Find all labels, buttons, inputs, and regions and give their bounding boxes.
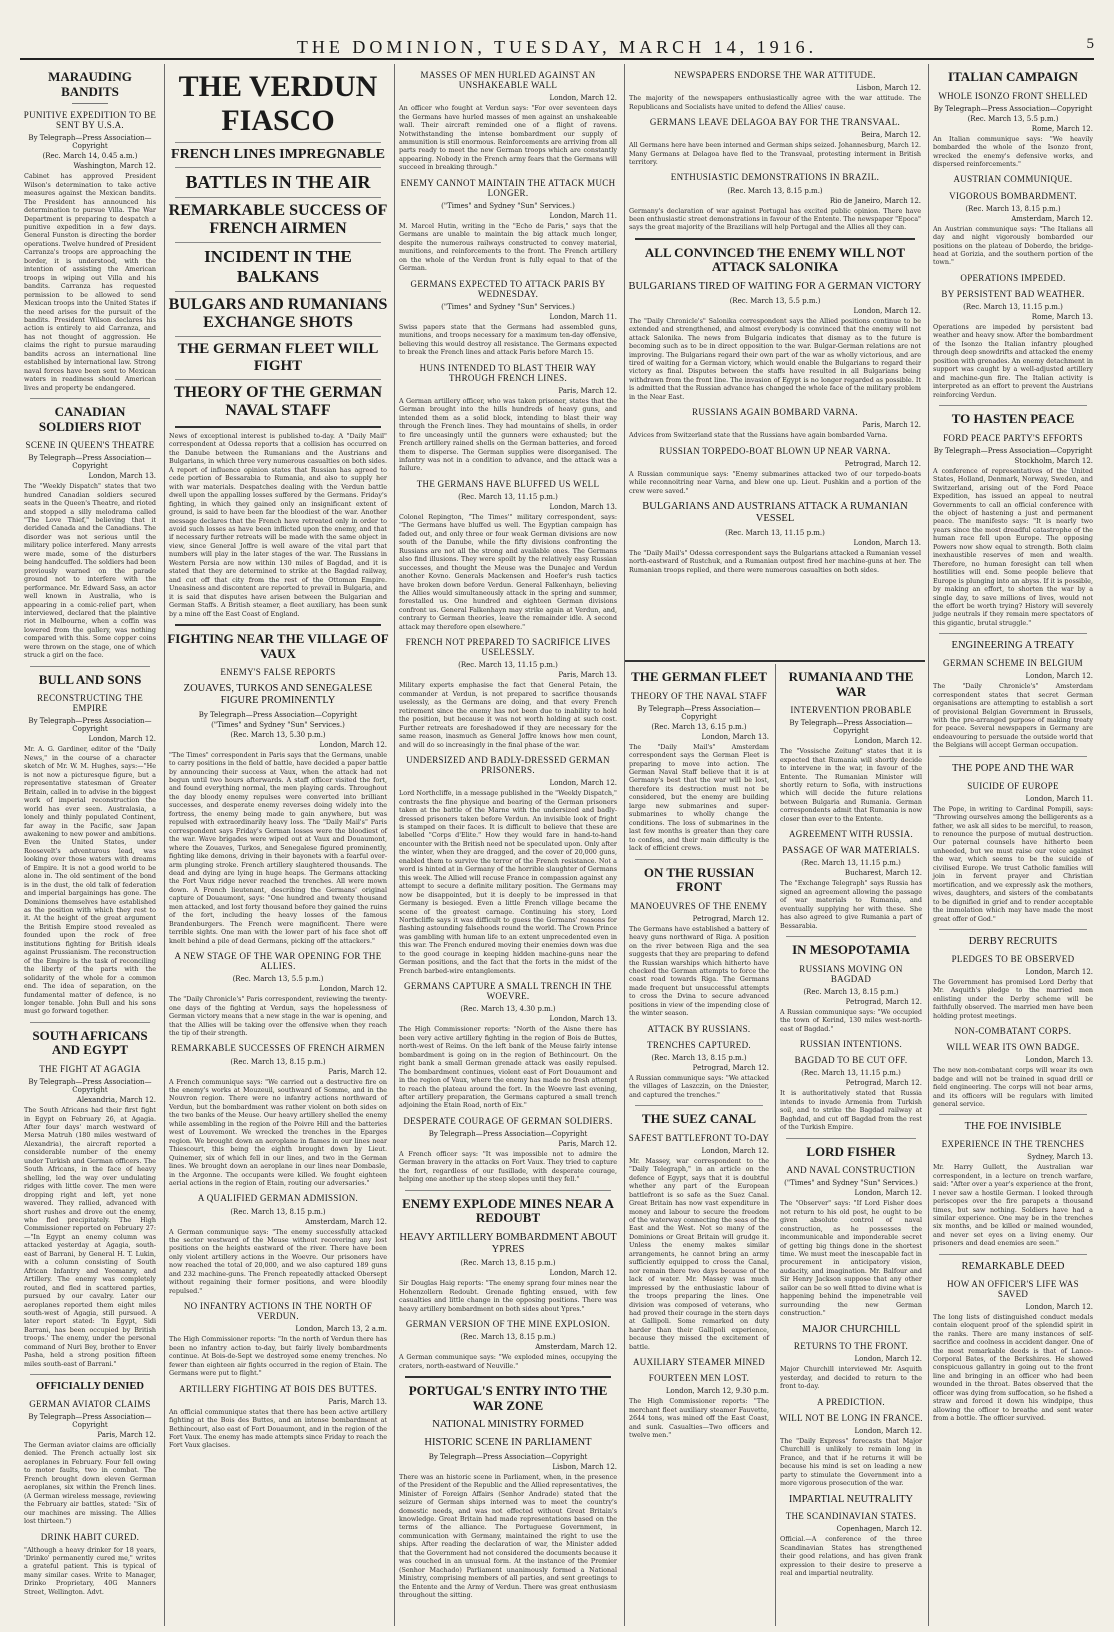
article-text: Mr. A. G. Gardiner, editor of the "Daily News," in the course of a character sketch of Mr. W. M. Hughes, says:—"He is not now a picturesque figure, but a representative statesman of Greater Britain, called in to advise in the biggest work of imperial reconstruction the world has ever seen. Australasia, a lonely and thinly populated Continent, far away in the Pacific, saw Japan awakening to new power and ambitions. Even the United States, under Roosevelt's adventurous lead, was looking over those waters with dreams of Empire. It is not a good world to be alone in. The old sentiment of the bond is in the dust, the old talk of federation and imperial bargainings has gone. The Dominions themselves have established as the position with which they rest to it. At the height of the great argument the British Empire stood revealed as founded upon the rock of free institutions fighting for British ideals against Prussianism. The reconstruction of the Empire is the task of reconciling the liberty of the parts with the solidarity of the whole for a common end. The idea of separation, on the fundamental matter of defence, is no longer tenable. John Bull and his sons must go forward together.: [24, 745, 156, 1016]
received-date: (Rec. March 13, 11.15 p.m.): [963, 303, 1063, 312]
dateline: London, March 13.: [853, 538, 921, 547]
subhead-remarkable: REMARKABLE SUCCESSES OF FRENCH AIRMEN: [171, 1043, 385, 1054]
subhead-artillery: ARTILLERY FIGHTING AT BOIS DES BUTTES.: [179, 1383, 377, 1394]
dateline: London, March 12.: [549, 779, 617, 788]
article-text: A German communique says: "The enemy successfully attacked the sector westward of the Meuse without recovering any lost positions on the heights eastward of the river. There have been only violent artillery actions in the Woevre. Our prisoners have now reached the total of 20,000, and we also captured 189 guns and 232 machine-guns. The French repeatedly attacked Obersept without regaining their former positions, and were bloodily repulsed.": [169, 1227, 387, 1295]
dateline: Paris, March 12.: [97, 1430, 156, 1439]
dateline: London, March 13.: [88, 472, 156, 481]
headline-treaty: ENGINEERING A TREATY: [951, 640, 1075, 652]
article-text: The High Commissioner reports: "The merchant fleet auxiliary steamer Fauvette, 2644 tons, was mined off the East Coast, and sunk. Casualties—Two officers and twelve men.": [629, 1397, 769, 1440]
headline-denied: OFFICIALLY DENIED: [35, 1381, 145, 1393]
headline-neutrality: IMPARTIAL NEUTRALITY: [788, 1493, 914, 1505]
article-text: Lord Northcliffe, in a message published in the "Weekly Dispatch," contrasts the fine physique and bearing of the German prisoners taken at the battle of the Marne with the undersized and badly-dressed prisoners taken before Verdun. An invisible look of fright is stamped on their faces. It is difficult to believe that these are labelled "Corps d'Elite." How they would fare in hand-to-hand encounter with the British need not be speculated upon. Only after the winter, when they are dragged, and the cover of 20,000 guns, enabled them to survive the terror of the French resistance. Not a word is hinted at in Germany of the horrible slaughter of Germans this week. The Allied will recuse France in compassion against any attempt to secure a definite military position. The Germans may now be disappointed, but it is deeply to be impressed in that Germany is besieged. Even a little French village became the scene of the greatest carnage. Continuing his story, Lord Northcliffe says it was difficult to guess the Germans' reasons for flashing astounding falsehoods round the world. The Crown Prince was gambling with human life to an extent unprecedented even in this war. The French endured moving their enemies down was due to the good courage in keeping hidden machine-guns near the German positions, and the fact that the forts in the midst of the French barbed-wire entanglements.: [399, 789, 617, 975]
byline: By Telegraph—Press Association—Copyright: [933, 104, 1093, 113]
subhead-stage: A NEW STAGE OF THE WAR OPENING FOR THE ALLIES.: [174, 951, 382, 972]
subhead-pledges: PLEDGES TO BE OBSERVED: [951, 953, 1075, 964]
headline-deed: REMARKABLE DEED: [961, 1260, 1065, 1272]
dateline: Rome, March 12.: [1031, 124, 1093, 133]
dateline: Petrograd, March 12.: [692, 1063, 769, 1072]
article-text: The long lists of distinguished conduct medals contain eloquent proof of the splendid spirit in the ranks. There are many instances of self-sacrifice and coolness in accident danger. One of the most remarkable deeds is that of Lance-Corporal Bates, of the Berkshires. He showed conspicuous gallantry in going out to the front line and bringing in an officer who had been wounded in the throat. Bates observed that the officer was dying from suffocation, so he fished a straw and forced it down his windpipe, thus allowing the officer to breathe and sent water from a bottle. The officer survived.: [933, 1312, 1093, 1423]
dateline: London, March 13, 2 a.m.: [295, 1325, 387, 1334]
subhead-not-long: WILL NOT BE LONG IN FRANCE.: [779, 1412, 923, 1423]
headline-pope: THE POPE AND THE WAR: [951, 762, 1075, 774]
subhead-masses: MASSES OF MEN HURLED AGAINST AN UNSHAKEABLE WALL: [420, 70, 596, 91]
dateline: Copenhagen, March 12.: [836, 1525, 922, 1534]
dateline: Petrograd, March 12.: [845, 997, 922, 1006]
byline: By Telegraph—Press Association—Copyright: [789, 719, 913, 736]
byline: By Telegraph—Press Association—Copyright: [198, 710, 358, 719]
article-text: The majority of the newspapers enthusiastically agree with the war attitude. The Republicans and Socialists have united to defend the Allies' cause.: [629, 94, 921, 111]
subhead-bluffed: THE GERMANS HAVE BLUFFED US WELL: [416, 478, 600, 489]
article-text: All Germans here have been interned and German ships seized. Johannesburg, March 12. Many Germans at Delagoa have fled to the Transvaal, protesting interment in British territory.: [629, 141, 921, 166]
subhead-rumanian-vessel: BULGARIANS AND AUSTRIANS ATTACK A RUMANIAN VESSEL: [642, 501, 908, 524]
received-date: (Rec. March 13, 11.15 p.m.): [458, 661, 558, 670]
banner-balkans: INCIDENT IN THE BALKANS: [204, 247, 352, 286]
subhead-trench: GERMANS CAPTURE A SMALL TRENCH IN THE WOEVRE.: [404, 981, 612, 1002]
dateline: Paris, March 12.: [558, 386, 617, 395]
subhead-desperate: DESPERATE COURAGE OF GERMAN SOLDIERS.: [403, 1115, 613, 1126]
subhead-naval: AND NAVAL CONSTRUCTION: [786, 1165, 916, 1176]
column-3: [394, 64, 621, 1626]
article-text: A German communique says: "We exploded mines, occupying the craters, north-eastward of Neuville.": [399, 1353, 617, 1370]
subhead-auxiliary: AUXILIARY STEAMER MINED: [632, 1357, 766, 1368]
article-text: Germany's declaration of war against Portugal has excited public opinion. There have been enthusiastic street demonstrations in favour of the Entente. The newspaper "Epoca" says the great majority of the Brazilians will help Portugal and the Allies all they can.: [629, 206, 921, 232]
dateline: Bucharest, March 12.: [844, 869, 922, 878]
dateline: London, March 12.: [854, 1189, 922, 1198]
dateline: London, March 12.: [549, 1269, 617, 1278]
headline-portugal: PORTUGAL'S ENTRY INTO THE WAR ZONE: [408, 1383, 608, 1413]
dateline: Amsterdam, March 12.: [535, 1343, 617, 1352]
headline-italian: ITALIAN CAMPAIGN: [948, 69, 1078, 84]
column-2: [164, 64, 391, 1626]
dateline: Lisbon, March 12.: [552, 1462, 617, 1471]
dateline: Beira, March 12.: [861, 131, 921, 140]
subhead-undersized: UNDERSIZED AND BADLY-DRESSED GERMAN PRISONERS.: [406, 755, 610, 776]
dateline: Washington, March 12.: [73, 162, 156, 171]
masthead: [20, 36, 1094, 60]
subhead-varna: RUSSIANS AGAIN BOMBARD VARNA.: [692, 407, 858, 418]
dateline: London, March 12.: [854, 1426, 922, 1435]
received-date: (Rec. March 13, 11.15 p.m.): [801, 859, 901, 868]
received-date: (Rec. March 13, 11.15 p.m.): [725, 528, 825, 537]
dateline: Stockholm, March 12.: [1014, 456, 1093, 465]
headline-mesopotamia: IN MESOPOTAMIA: [792, 942, 910, 958]
subhead-agreement: AGREEMENT WITH RUSSIA.: [788, 829, 914, 840]
article-text: The "Daily Chronicle's" Paris correspondent, reviewing the twenty-one days of the fighting at Verdun, says the hopelessness of German victory means that a new stage in the war is opening, and that the Allies will be taking over the offensive when they reach the tip of their strength.: [169, 995, 387, 1038]
article-text: Official.—A conference of the three Scandinavian States has strengthened their good relations, and has given frank expression to their desire to preserve a real and impartial neutrality.: [780, 1535, 922, 1578]
article-text: The High Commissioner reports: "North of the Aisne there has been very active artillery fighting in the region of Bois de Buttes, north-west of Reims. On the left bank of the Meuse fairly intense bombardment is going on in the region of Bethincourt. On the right bank a small German grenade attack was easily repulsed. The bombardment continues, violent east of Fort Douaumont and in the region of Vaux, where the enemy has made no fresh attempt to reach the plateau around the fort. In the Woevre last evening, after artillery preparation, the Germans captured a small trench adjoining the Etain Road, north of Eix.": [399, 1025, 617, 1110]
received-date: (Rec. March 13, 8.15 p.m.): [727, 186, 823, 195]
article-text: The Germans have established a battery of heavy guns northward of Riga. A position on the river between Riga and the sea suggests that they are preparing to defend the Russian warships which hitherto have checked the German attempts to force the coast road towards Riga. The Germans made frequent but unsuccessful attempts to cross the Dvina to secure advanced positions in view of the impending close of the winter season.: [629, 924, 769, 1018]
byline: By Telegraph—Press Association—Copyright: [28, 1412, 152, 1429]
headline-mines: ENEMY EXPLODE MINES NEAR A REDOUBT: [402, 1195, 614, 1226]
services: ("Times" and Sydney "Sun" Services.): [211, 720, 345, 729]
subhead-vigorous: VIGOROUS BOMBARDMENT.: [949, 190, 1077, 201]
headline-suez: THE SUEZ CANAL: [641, 1111, 757, 1127]
subhead-suicide: SUICIDE OF EUROPE: [967, 780, 1059, 791]
subhead-badge: WILL WEAR ITS OWN BADGE.: [946, 1042, 1080, 1053]
subhead-isonzo: WHOLE ISONZO FRONT SHELLED: [938, 90, 1088, 101]
subhead-recon: RECONSTRUCTING THE EMPIRE: [37, 693, 143, 714]
subhead-scene: SCENE IN QUEEN'S THEATRE: [25, 440, 155, 451]
subhead-bagdad: RUSSIANS MOVING ON BAGDAD: [799, 963, 903, 984]
page-number: 5: [1086, 36, 1094, 52]
headline-marauding: MARAUDING BANDITS: [48, 69, 132, 99]
headline-russian-front: ON THE RUSSIAN FRONT: [643, 864, 755, 895]
article-text: Mr. Massey, war correspondent to the "Daily Telegraph," in an article on the defence of Egypt, says that it is doubtful whether any part of the European battlefront is so safe as the Suez Canal. Great Britain has now vast expenditure in money and labour to secure the freedom of the waterway connecting the seas of the East and the West. Not so many of the Dominions or Great Britain will grudge it. Unless the enemy makes similar arrangements, he cannot bring an army sufficiently equipped to cross the Canal, nor remain there two days because of the lack of water. Mr. Massey was much impressed by the enthusiastic labour of the troops preparing the lines. One division was composed of veterans, who had proved their courage in the stern days at Gallipoli. Some remarked on duty harder than their Gallipoli experience, because they missed the excitement of battle.: [629, 1156, 769, 1351]
article-text: A Russian communique says: "We attacked the villages of Laszczin, on the Dniester, and captured the trenches.": [629, 1073, 769, 1099]
received-date: (Rec. March 13, 8.15 p.m.): [460, 1259, 556, 1268]
article-text: The "Daily Mail's" Amsterdam correspondent says the German Fleet is preparing to move into action. The German Naval Staff believe that it is at Germany's best that the war will be lost, therefore its destruction must not be considered, but the enemy are building large new submarines and super-submarines to wholly change the conditions. The loss of submarines in the last few months is greater than they care to confess, and their main difficulty is the lack of efficient crews.: [629, 742, 769, 853]
article-text: M. Marcel Hutin, writing in the "Echo de Paris," says that the Germans are unable to maintain the big attack much longer, despite the numerous railways constructed to convey material, munitions, and reinforcements to the front. The French artillery on the whole of the Verdun front is fully equal to that of the German.: [399, 221, 617, 273]
subhead-officer: HOW AN OFFICER'S LIFE WAS SAVED: [947, 1278, 1079, 1299]
services: ("Times" and Sydney "Sun" Services.): [441, 201, 575, 210]
subhead-huns: HUNS INTENDED TO BLAST THEIR WAY THROUGH FRENCH LINES.: [419, 362, 597, 383]
byline: By Telegraph—Press Association—Copyright: [428, 1452, 588, 1461]
received-date: (Rec. March 14, 0.45 a.m.): [42, 152, 138, 161]
subhead-manoeuvres: MANOEUVRES OF THE ENEMY: [630, 900, 768, 911]
dateline: London, March 12.: [319, 740, 387, 749]
article-text: An officer who fought at Verdun says: "For over seventeen days the Germans have hurled masses of men against an unshakeable wall. Their aircraft reminded one of a flight of ravens. Notwithstanding the intense bombardment our supply of ammunition is still enormous. Reinforcements are arriving from all parts ready to meet the new German troops which are constantly appearing. Nobody in the French army fears that the Germans will succeed in breaking through.": [399, 104, 617, 172]
subhead-fourteen: FOURTEEN MEN LOST.: [648, 1373, 750, 1384]
byline: By Telegraph—Press Association—Copyright: [637, 704, 761, 721]
columns: [20, 64, 1096, 1626]
subhead-national: NATIONAL MINISTRY FORMED: [432, 1419, 584, 1431]
banner-lines: FRENCH LINES IMPREGNABLE: [171, 147, 385, 162]
subhead-experience: EXPERIENCE IN THE TRENCHES: [941, 1139, 1085, 1150]
article-text: Advices from Switzerland state that the Russians have again bombarded Varna.: [629, 431, 888, 440]
subhead-aviator: GERMAN AVIATOR CLAIMS: [29, 1398, 151, 1409]
headline-bull: BULL AND SONS: [38, 671, 142, 687]
article-text: The High Commissioner reports: "In the north of Verdun there has been no infantry action to-day, but fairly lively bombardments continue. At Bois-de-Sept we destroyed some enemy trenches. No fewer than eighteen air fights occurred in the region of Etain. The Germans were put to flight.": [169, 1335, 387, 1378]
article-text: A conference of representatives of the United States, Holland, Denmark, Norway, Sweden, and Switzerland, arising out of the Ford Peace Expedition, has issued an appeal to neutral Governments to call an official conference with the object of hastening a just and permanent peace. The manifesto says: "It is nearly two years since the most dreadful catastrophe of the human race fell upon Europe. The opposing Powers now show equal to strength. Both claim inexhaustible reserves of men and wealth. Therefore, no human foresight can tell when hostilities will end. Some people believe that Europe is plunging into an abyss. If it is possible, by making an effort, to shorten the war by a single day, to save millions of lives, would not the effort be worth trying? History will severely judge neutrals if they remain mere spectators of this gigantic, brutal struggle.": [933, 466, 1093, 627]
subhead-noncombatant: NON-COMBATANT CORPS.: [954, 1026, 1072, 1037]
received-date: (Rec. March 13, 8.15 p.m.): [965, 204, 1061, 213]
dateline: London, March 11.: [549, 211, 617, 220]
headline-rumania: RUMANIA AND THE WAR: [788, 669, 914, 699]
subhead-no-infantry: NO INFANTRY ACTIONS IN THE NORTH OF VERDUN.: [183, 1301, 373, 1322]
subhead-brazil: ENTHUSIASTIC DEMONSTRATIONS IN BRAZIL.: [670, 172, 880, 183]
subhead-attack: ATTACK BY RUSSIANS.: [647, 1023, 751, 1034]
article-text: A Russian communique says: "Enemy submarines attacked two of our torpedo-boats while reconnoitring near Varna, and blew one up. Lieut. Pushkin and a portion of the crew were saved.": [629, 469, 921, 495]
dateline: London, March 12.: [88, 735, 156, 744]
dateline: Paris, March 12.: [558, 1139, 617, 1148]
headline-german-fleet: THE GERMAN FLEET: [631, 669, 767, 684]
headline-peace: TO HASTEN PEACE: [951, 411, 1075, 427]
article-text: Swiss papers state that the Germans had assembled guns, munitions, and troops necessary for a maximum ten-day offensive, believing this would destroy all resistance. The Germans expected to break the French lines and attack Paris before March 15.: [399, 322, 617, 357]
dateline: London, March 11.: [549, 312, 617, 321]
article-text: The "Observer" says: "If Lord Fisher does not return to his old post, he ought to be given absolute control of naval construction, as he possesses the incommunicable and imponderable secret of getting big things done in the shortest time. We must meet the inescapable fact in procurement in anticipatory vision, audacity, and imagination. Mr. Balfour and Sir Henry Jackson suppose that any other sailor can be so well fitted to divine what is happening behind the impenetrable veil surrounding the new German construction.": [780, 1199, 922, 1318]
subhead-historic: HISTORIC SCENE IN PARLIAMENT: [424, 1437, 592, 1448]
subhead-german-version: GERMAN VERSION OF THE MINE EXPLOSION.: [405, 1319, 611, 1330]
subhead-belgium: GERMAN SCHEME IN BELGIUM: [943, 658, 1083, 669]
article-text: A French communique says: "We carried out a destructive fire on the enemy's works at Mouzeuil, southward of Somme, and in the Nouvron region. There were no infantry actions northward of Verdun, but the bombardment was rather violent on both sides on the two banks of the Meuse. Our heavy artillery shelled the enemy while assembling in the region of the Poivre Hill and the batteries west of Louvemont. We wrecked the trenches in the Eparges region. We brought down an aeroplane in flames in our lines near Thiescourt, this being the eighth brought down by Lieut. Quinemer, six of which fell in our lines, and two in the German lines. We brought down an aeroplane in our lines near Dombasle, in the Argonne. The occupants were killed. We fought eighteen aerial actions in the region of Etain, routing our adversaries.": [169, 1077, 387, 1187]
received-date: (Rec. March 13, 5.30 p.m.): [230, 730, 326, 739]
article-text: A Russian communique says: "We occupied the town of Kerind, 130 miles west-north-east of Bagdad.": [780, 1007, 922, 1033]
banner-verdun: THE VERDUN FIASCO: [178, 70, 378, 137]
received-date: (Rec. March 13, 11.15 p.m.): [458, 492, 558, 501]
article-text: There was an historic scene in Parliament, when, in the presence of the President of the Republic and the Allied representatives, the Minister of Foreign Affairs (Senhor Andrade) stated that the seizure of German ships interned was to meet the country's domestic needs, and was not effected without Great Britain's knowledge. Great Britain had made representations based on the terms of the alliance. The Portuguese Government, in communication with Germany, maintained the right to use the ships. After reading the declaration of war, the Minister added that the Government had not considered the documents because it was couched in an unusual form. At the instance of the Premier (Senhor Machado) Parliament unanimously formed a National Ministry, comprising members of all parties, and sent greetings to the Entente and the Army of Verdun. There was great enthusiasm throughout the sitting.: [399, 1472, 617, 1600]
dateline: London, March 13.: [1025, 1056, 1093, 1065]
services: ("Times" and Sydney "Sun" Services.): [441, 302, 575, 311]
subhead-heavy: HEAVY ARTILLERY BOMBARDMENT ABOUT YPRES: [399, 1231, 617, 1255]
article-text: A German artillery officer, who was taken prisoner, states that the German brought into the hills hundreds of heavy guns, and intended them as a solid block, intending to blast their way through the French lines. They had mountains of shells, in order to fire unceasingly until the gunners were exhausted; but the French artillery rained shells on the German batteries, and forced them to disperse. The German supplies were disorganised. The infantry was not in a condition to advance, and the attack was a failure.: [399, 396, 617, 473]
dateline: Alexandria, March 12.: [76, 1096, 156, 1105]
advert-text: "Although a heavy drinker for 18 years, 'Drinko' permanently cured me," writes a grateful patient. This is typical of many similar cases. Write to Manager, Drinko Proprietary, 40G Manners Street, Wellington. Advt.: [24, 1545, 156, 1596]
dateline: Paris, March 13.: [328, 1397, 387, 1406]
article-text: Operations are impeded by persistent bad weather and heavy snow. After the bombardment of the Isonzo the Italian infantry ploughed through deep snowdrifts and attacked the enemy position with grenades. An enemy detachment in support was caught by a well-adjusted artillery and machine-gun fire. The Italian activity is interpreted as an effort to prevent the Austrians reinforcing Verdun.: [933, 323, 1094, 399]
received-date: (Rec. March 13, 8.15 p.m.): [803, 987, 899, 996]
banner-airmen: REMARKABLE SUCCESS OF FRENCH AIRMEN: [168, 202, 388, 237]
article-text: The "Daily Chronicle's" Salonika correspondent says the Allied positions continue to be extended and strengthened, and almost everybody is convinced that the enemy will not attack Salonika. The news from Bulgaria indicates that dismay as to the future is becoming such as to be in direct opposition to the war. Bulgar-German relations are not improving. The Bulgarians regard their own part of the war as wholly victorious, and are tired of waiting for a German victory, which would enable the Bulgarians to regard their victory as final. Disputes between the staffs have resulted in all Bulgarians being withdrawn from the front line. The invasion of Egypt is no longer regarded as possible. It is admitted that the Russian advance has changed the whole face of the military problem in the Near East.: [629, 316, 921, 401]
headline-derby: DERBY RECRUITS: [968, 935, 1058, 947]
subhead-punitive: PUNITIVE EXPEDITION TO BE SENT BY U.S.A.: [23, 110, 157, 131]
article-text: "The Times" correspondent in Paris says that the Germans, unable to carry positions in the field of battle, have decided a paper battle by announcing their success at Vaux, when the attack had not begun until two hours afterwards. A staff officer visited the fort, and found everything normal, the men playing cards. Throughout the day bloody enemy repulses were converted into brilliant successes, and desperate enemy reverses doing widely into the fortress, the enemy being made to gain anywhere, but was repulsed with extraordinarily heavy loss. The "Daily Mail's" Paris correspondent says Friday's German losses were the bloodiest of the war. Wave brigades were wiped out at Vaux and Douaumont, where the Zouaves, Turkos, and Senegalese figured prominently, fighting like demons, driving in their bayonets with a fearful over-arm plunging stroke. French artillery slaughtered thousands. The dead and dying are lying in huge heaps. The Germans attacking the Fort Vaux ridge never reached the trenches. All were mown down. A French lieutenant, describing the Germans' original capture of Douaumont, says: "One hundred and twenty thousand men attacked, and lost forty thousand before they gained the ruins of the fort, including the heavy losses of the famous Brandenburgers. The French were magnificent. There were terrible sights. One man with the lower part of his face shot off knelt behind a pile of dead Germans, picking off the attackers.": [169, 750, 387, 945]
masthead-title: THE DOMINION, TUESDAY, MARCH 14, 1916.: [296, 36, 818, 57]
article-text: Mr. Harry Gullett, the Australian war correspondent, in a lecture on trench warfare, said: "After over a year's experience at the front, I never saw a hostile German. I looked through periscopes over the fire parapets a thousand times, but saw nothing. Soldiers have had a similar experience. One may be in the trenches six months, and be killed or mained wounded, and never set eyes on a living enemy. Our prisoners and dead enemies are seen.": [933, 1163, 1093, 1248]
byline: By Telegraph—Press Association—Copyright: [933, 446, 1093, 455]
dateline: Petrograd, March 12.: [844, 459, 921, 468]
article-text: The new non-combatant corps will wear its own badge and will not be trained in squad drill or field engineering. The corps will not bear arms, and its officers will be regulars with limited general service.: [933, 1066, 1093, 1109]
dateline: Paris, March 12.: [328, 1067, 387, 1076]
byline: By Telegraph—Press Association—Copyright: [28, 134, 152, 151]
dateline: Petrograd, March 12.: [845, 1079, 922, 1088]
subhead-cannot: ENEMY CANNOT MAINTAIN THE ATTACK MUCH LONGER.: [400, 177, 616, 198]
article-text: An Italian communique says: "We heavily bombarded the whole of the Isonzo front, wrecked the enemy's defensive works, and dispersed reinforcements.": [933, 134, 1093, 168]
dateline: London, March 12.: [549, 94, 617, 103]
article-text: The Government has promised Lord Derby that Mr. Asquith's pledge to the married men enlisting under the Derby scheme will be faithfully observed. The married men have been holding protest meetings.: [933, 977, 1093, 1020]
headline-canadian: CANADIAN SOLDIERS RIOT: [38, 404, 142, 434]
received-date: (Rec. March 13, 11.15 p.m.): [801, 1069, 901, 1078]
subhead-qualified: A QUALIFIED GERMAN ADMISSION.: [197, 1193, 359, 1204]
dateline: Lisbon, March 12.: [856, 84, 921, 93]
subhead-cut-off: BAGDAD TO BE CUT OFF.: [794, 1055, 908, 1066]
headline-south-africans: SOUTH AFRICANS AND EGYPT: [32, 1027, 148, 1058]
article-text: Military experts emphasise the fact that General Petain, the commander at Verdun, is not prepared to sacrifice thousands uselessly, as the Germans are doing, and that every French retirement since the enemy has not been due to inability to hold the position, but because it was not worth holding at such cost. Further retreats are foreshadowed if they are necessary for the same reason, inasmuch as General Joffre knows how men count, and will do so increasingly in the final phase of the war.: [399, 681, 617, 749]
article-text: The "Weekly Dispatch" states that two hundred Canadian soldiers secured seats in the Queen's Theatre, and rioted and stopped a silly melodrama called "The Love Thief," believing that it derided Canada and the Canadians. The disorder was not serious until the military police interfered. Many arrests were made, some of the disturbers being handcuffed. The soldiers had been previously warned on the parade ground not to interfere with the performance. Mr. Edward Sass, an actor well known in Australia, who is appearing in a comic-relief part, when interviewed, declared that the plaintive riot in Melbourne, when a coffin was lowered from the gallery, was nothing compared with this. Some copper coins were thrown on the stage, one of which struck a girl on the face.: [24, 482, 156, 660]
subhead-intentions: RUSSIAN INTENTIONS.: [799, 1039, 903, 1050]
dateline: Paris, March 13.: [558, 671, 617, 680]
received-date: (Rec. March 13, 8.15 p.m.): [460, 1333, 556, 1342]
subhead-intervention: INTERVENTION PROBABLE: [790, 705, 912, 716]
received-date: (Rec. March 13, 5.5 p.m.): [967, 114, 1059, 123]
subhead-ford: FORD PEACE PARTY'S EFFORTS: [943, 432, 1083, 443]
subhead-tired: BULGARIANS TIRED OF WAITING FOR A GERMAN VICTORY: [628, 280, 922, 292]
subhead-zouaves: ZOUAVES, TURKOS AND SENEGALESE FIGURE PROMINENTLY: [183, 683, 373, 706]
subhead-false: ENEMY'S FALSE REPORTS: [220, 667, 336, 678]
byline: By Telegraph—Press Association—Copyright: [428, 1129, 588, 1138]
dateline: Amsterdam, March 12.: [305, 1217, 387, 1226]
subhead-newspapers: NEWSPAPERS ENDORSE THE WAR ATTITUDE.: [674, 70, 876, 80]
article-text: The "Daily Mail's" Odessa correspondent says the Bulgarians attacked a Rumanian vessel north-eastward of Rustchuk, and a Rumanian outpost fired her machine-guns at her. The Rumanian troops replied, and there were numerous casualties on both sides.: [629, 548, 921, 574]
subhead-prediction: A PREDICTION.: [817, 1396, 885, 1407]
headline-vaux: FIGHTING NEAR THE VILLAGE OF VAUX: [167, 630, 389, 661]
subhead-theory: THEORY OF THE NAVAL STAFF: [630, 690, 768, 701]
article-text: An Austrian communique says: "The Italians all day and night vigorously bombarded our positions on the plateau of Doberdo, the bridge-head at Gorizia, and the southern portion of the town.": [933, 224, 1093, 267]
article-text: The "Daily Chronicle's" Amsterdam correspondent states that secret German organisations are attempting to establish a sort of provisional Belgian Government in Brussels, with the pre-arranged purpose of making treaty for peace. Several newspapers in Germany are endeavouring to persuade the outside world that the Belgians will accept German occupation.: [933, 682, 1093, 750]
article-text: A French officer says: "It was impossible not to admire the German bravery in the attacks on Fort Vaux. They tried to capture the fort, regardless of our fusillade, with desperate courage, helping one another up the steep slopes until they fell.": [399, 1149, 617, 1184]
banner-fleet: THE GERMAN FLEET WILL FIGHT: [177, 341, 379, 374]
dateline: London, March 12.: [854, 737, 922, 746]
received-date: (Rec. March 13, 8.15 p.m.): [651, 1053, 747, 1062]
dateline: London, March 12.: [853, 306, 921, 315]
dateline: London, March 12, 9.30 p.m.: [665, 1387, 769, 1396]
banner-air: BATTLES IN THE AIR: [185, 172, 371, 192]
banner-bulgars: BULGARS AND RUMANIANS EXCHANGE SHOTS: [168, 296, 388, 331]
column-4-top: [625, 64, 925, 654]
column-5: [928, 64, 1097, 1626]
received-date: (Rec. March 13, 5.5 p.m.): [729, 296, 821, 305]
dateline: London, March 12.: [319, 985, 387, 994]
article-text: Colonel Repington, "The Times'" military correspondent, says: "The Germans have bluffed us well. The Egyptian campaign has faded out, and only three or four weak German divisions are now south of the Danube, while the fifty divisions confronting the Russians are not all the strong and available ones. The Germans also find illusions. They were spoilt by the relatively easy Russian successes, and thought the Meuse was the Dunajec and Verdun another Kovno. Generals Mackensen and Hoefer's rush tactics have broken down before Verdun. General Falkenhayn, believing the Allies would simultaneously attack in the spring and summer, forestalled us. One hundred and eighteen German divisions confront us. General Falkenhayn may strike again at Verdun, and, contrary to German theories, leave the remainder idle. A second attack may therefore open elsewhere.": [399, 512, 617, 631]
received-date: (Rec. March 13, 8.15 p.m.): [230, 1207, 326, 1216]
dateline: Sydney, March 13.: [1027, 1153, 1093, 1162]
subhead-not-prepared: FRENCH NOT PREPARED TO SACRIFICE LIVES USELESSLY.: [405, 637, 611, 658]
headline-churchill: MAJOR CHURCHILL: [801, 1323, 901, 1335]
dateline: London, March 12.: [1025, 672, 1093, 681]
dateline: London, March 13.: [549, 502, 617, 511]
dateline: London, March 13.: [701, 732, 769, 741]
article-text: Sir Douglas Haig reports: "The enemy sprang four mines near the Hohenzollern Redoubt. Grenade fighting ensued, with few casualties and little change in the opposing positions. There was heavy artillery bombardment on both sides about Ypres.": [399, 1279, 617, 1313]
article-text: Major Churchill interviewed Mr. Asquith yesterday, and decided to return to the front to-day.: [780, 1365, 922, 1391]
article-text: The "Vossische Zeitung" states that it is expected that Rumania will shortly decide to intervene in the war, in favour of the Entente. The Rumanian Minister will shortly return to Sofia, with instructions which will decide the future relations between Bulgaria and Rumania. German correspondents admit that Rumania is now closer than ever to the Entente.: [780, 747, 922, 823]
subhead-torpedo: RUSSIAN TORPEDO-BOAT BLOWN UP NEAR VARNA.: [659, 445, 891, 456]
dateline: Paris, March 12.: [862, 421, 921, 430]
article-text: Cabinet has approved President Wilson's determination to take active measures against the Mexican bandits. The President has announced his determination to pursue Villa. The War Department is preparing to despatch a punitive expedition in a few days. General Funston is directing the border operations. Twelve hundred of President Carranza's troops are approaching the border, it is understood, with the intention of assisting the American troops in wiping out Villa and his bandits. Carranza has requested permission to be allowed to send Mexican troops into the United States if the need arises for the pursuit of the bandits. President Wilson declares his action is entirely to aid Carranza, and has not thought of aggression. He claims the right to pursue marauding bandits across an international line established by international law. Strong naval forces have been sent to Mexican waters in readiness should American lives and property be endangered.: [24, 172, 156, 392]
byline: By Telegraph—Press Association—Copyright: [28, 1078, 152, 1095]
headline-salonika: ALL CONVINCED THE ENEMY WILL NOT ATTACK SALONIKA: [644, 244, 906, 275]
article-text: The German aviator claims are officially denied. The French actually lost six aeroplanes in February. Four fell owing to motor faults, two in combat. The French brought down eleven German aeroplanes, six within the French lines. (A German wireless message, reviewing the February air battles, stated: "Six of our machines are missing. The Allies lost thirteen."): [24, 1440, 156, 1526]
subhead-safest: SAFEST BATTLEFRONT TO-DAY: [628, 1132, 770, 1143]
received-date: (Rec. March 13, 6.15 p.m.): [651, 722, 747, 731]
dateline: London, March 11.: [1025, 794, 1093, 803]
article-text: The "Exchange Telegraph" says Russia has signed an agreement allowing the passage of war materials to Rumania, and eventually supplying her with these. She has also agreed to give Rumania a part of Bessarabia.: [780, 879, 922, 930]
dateline: Amsterdam, March 12.: [1011, 214, 1093, 223]
dateline: Petrograd, March 12.: [692, 914, 769, 923]
subhead-bad-weather: BY PERSISTENT BAD WEATHER.: [941, 288, 1085, 299]
subhead-passage: PASSAGE OF WAR MATERIALS.: [782, 845, 920, 856]
services: ("Times" and Sydney "Sun" Services.): [784, 1179, 918, 1188]
received-date: (Rec. March 13, 4.30 p.m.): [460, 1005, 556, 1014]
banner-theory: THEORY OF THE GERMAN NAVAL STAFF: [173, 384, 383, 419]
headline-foe: THE FOE INVISIBLE: [964, 1121, 1062, 1133]
summary-text: News of exceptional interest is published to-day. A "Daily Mail" correspondent at Odessa reports that a collision has occurred on the Danube between the Rumanians and the Austrians and Bulgarians, in which three very numerous casualties on both sides. A report of influence opinion states that Russian has agreed to cede portion of Bessarabia to Rumania, and also to supply her with war materials. Despatches dealing with the Verdun battle dwell upon the appalling losses suffered by the Germans. Friday's fighting, in which they gained only an insignificant extent of ground, is said to have been far the bloodiest of the war. Another message declares that the French have retreated only in order to avoid such losses as have been inflicted upon the enemy, and that if necessary further retreats will be made with the same object in view, since General Joffre is well aware of the vital part that numbers will play in the later stages of the war. The Russians in Western Persia are now within 130 miles of Bagdad, and it is stated that they are determined to strike at the Bagdad railway, and cut off that city from the rest of the Ottoman Empire. Uneasiness and discontent are reported to prevail in Bulgaria, and it is said that disputes have arisen between the Bulgarian and German Staffs. A British steamer, a fleet auxiliary, has been sunk by a mine off the East Coast of England.: [169, 432, 387, 618]
advert-heading: DRINK HABIT CURED.: [40, 1531, 140, 1542]
subhead-expected: GERMANS EXPECTED TO ATTACK PARIS BY WEDNESDAY.: [410, 278, 606, 299]
subhead-scandinavian: THE SCANDINAVIAN STATES.: [785, 1511, 917, 1522]
subhead-agagia: THE FIGHT AT AGAGIA: [39, 1064, 141, 1075]
subhead-impeded: OPERATIONS IMPEDED.: [960, 272, 1066, 283]
dateline: Rome, March 13.: [1031, 313, 1093, 322]
article-text: The Pope, in writing to Cardinal Pompili, says: "Throwing ourselves among the belligerents as a father, we ask all sides to be merciful, to reason, to renounce the purpose of mutual destruction. Our paternal counsels have hitherto been unheeded, but we must raise our voice against the war, which seems to be the suicide of civilised Europe. We trust Catholic families will join in fervent prayer and Christian mortification, and we expressly ask the mothers, wives, daughters, and sisters of the combatants to be dignified in grief and to render acceptable the immolation which may have made the most great offer of God.": [933, 804, 1093, 923]
article-text: An official communique states that there has been active artillery fighting at the Bois des Buttes, and an intense bombardment at Bethincourt, also east of Fort Douaumont, and in the region of the Fort Vaux. The enemy has made attempts since Friday to reach the Fort Vaux glacises.: [169, 1407, 387, 1450]
column-4: [624, 64, 925, 1626]
byline: By Telegraph—Press Association—Copyright: [28, 717, 152, 734]
byline: By Telegraph—Press Association—Copyright: [28, 454, 152, 471]
column-1: [20, 64, 160, 1626]
subhead-austrian: AUSTRIAN COMMUNIQUE.: [953, 174, 1073, 185]
column-4b: [775, 664, 925, 1626]
received-date: (Rec. March 13, 5.5 p.m.): [232, 975, 324, 984]
dateline: London, March 12.: [1025, 1302, 1093, 1311]
subhead-captured: TRENCHES CAPTURED.: [647, 1039, 751, 1050]
article-text: The "Daily Express" forecasts that Major Churchill is unlikely to remain long in France, and that if he returns it will be because his mind is set on leading a new party to stimulate the Government into a more vigorous prosecution of the war.: [780, 1436, 922, 1488]
dateline: London, March 12.: [701, 1146, 769, 1155]
subhead-returns: RETURNS TO THE FRONT.: [793, 1341, 909, 1352]
dateline: Rio de Janeiro, March 12.: [829, 196, 921, 205]
subhead-delagoa: GERMANS LEAVE DELAGOA BAY FOR THE TRANSVAAL.: [649, 116, 901, 127]
dateline: London, March 12.: [854, 1355, 922, 1364]
column-4a: [625, 664, 773, 1626]
article-text: The South Africans had their first fight in Egypt on February 26, at Agagia. After four days' march westward of Mersa Matruh (180 miles westward of Alexandria), the aircraft reported a considerable number of the enemy under Turkish and German officers. The South Africans, in the face of heavy shelling, led the way over undulating ridges with little cover. The men were dropping right and left, yet none wavered. They rallied, advanced with short rushes and drove out the enemy, who fled precipitately. The High Commissioner reported on February 27:—"In Egypt an enemy column was attacked yesterday at Agagia, south-east of Barrani, by General H. T. Lukin, with a column consisting of South African Infantry and Yeomanry, and Artillery. The enemy was completely routed, and fled in scattered parties, pursued by our cavalry. Later our aeroplanes reported them eight miles south-west of Agagia, still pursued. A later report stated: 'In Egypt, Sidi Barrani, has been occupied by British troops.' The enemy, under the personal command of Nuri Bey, brother to Enver Pasha, held a strong position fifteen miles south-east of Barrani.": [24, 1106, 156, 1368]
dateline: London, March 13.: [549, 1015, 617, 1024]
received-date: (Rec. March 13, 8.15 p.m.): [230, 1057, 326, 1066]
dateline: London, March 12.: [1025, 967, 1093, 976]
article-text: It is authoritatively stated that Russia intends to invade Armenia from Turkish soil, and to strike the Bagdad railway at Baghdad, and cut off Bagdad from the rest of the Turkish Empire.: [780, 1089, 922, 1132]
headline-fisher: LORD FISHER: [806, 1143, 896, 1159]
